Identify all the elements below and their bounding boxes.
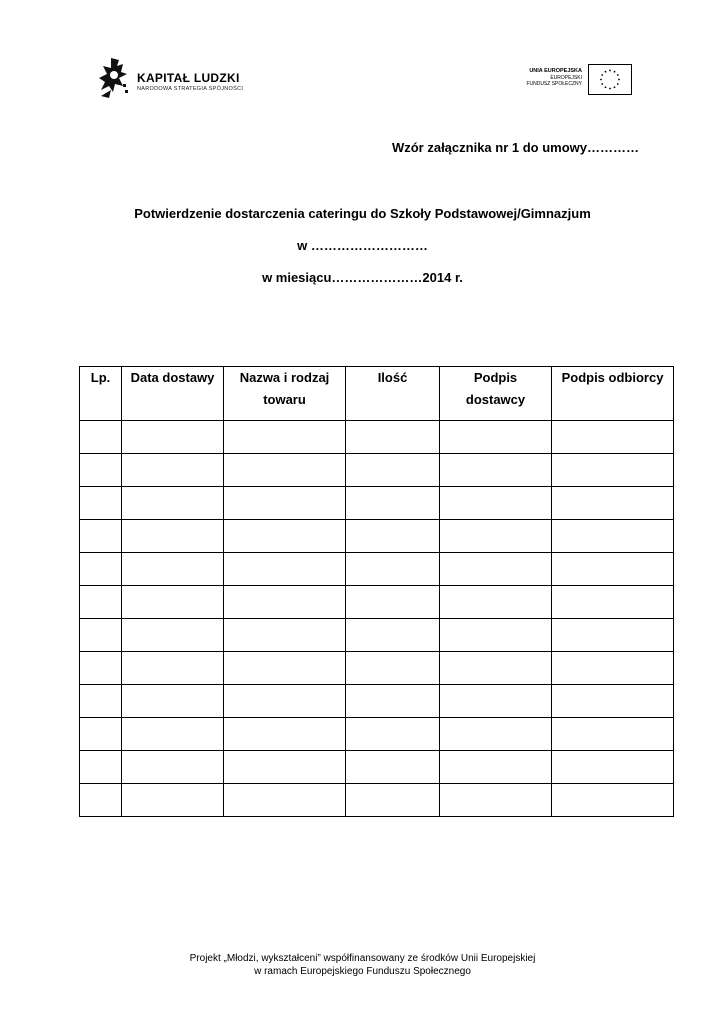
table-cell[interactable] — [552, 619, 674, 652]
header-lp: Lp. — [80, 367, 122, 421]
table-row — [80, 619, 674, 652]
table-cell[interactable] — [224, 586, 346, 619]
table-cell[interactable] — [224, 553, 346, 586]
table-cell[interactable] — [122, 751, 224, 784]
table-cell[interactable] — [80, 454, 122, 487]
table-cell[interactable] — [80, 487, 122, 520]
eu-star-icon — [601, 83, 603, 85]
eu-star-icon — [605, 86, 607, 88]
table-cell[interactable] — [80, 619, 122, 652]
table-cell[interactable] — [224, 652, 346, 685]
table-cell[interactable] — [122, 619, 224, 652]
table-cell[interactable] — [80, 652, 122, 685]
table-cell[interactable] — [122, 520, 224, 553]
header-quantity: Ilość — [346, 367, 440, 421]
eu-star-icon — [605, 71, 607, 73]
table-cell[interactable] — [552, 784, 674, 817]
table-cell[interactable] — [122, 454, 224, 487]
header-recipient-signature: Podpis odbiorcy — [552, 367, 674, 421]
table-cell[interactable] — [552, 586, 674, 619]
table-cell[interactable] — [122, 652, 224, 685]
table-row — [80, 652, 674, 685]
table-cell[interactable] — [440, 586, 552, 619]
table-cell[interactable] — [80, 784, 122, 817]
table-cell[interactable] — [552, 520, 674, 553]
table-cell[interactable] — [224, 784, 346, 817]
table-cell[interactable] — [552, 454, 674, 487]
eu-star-icon — [601, 74, 603, 76]
header-supplier-signature: Podpis dostawcy — [440, 367, 552, 421]
table-cell[interactable] — [552, 685, 674, 718]
table-row — [80, 751, 674, 784]
table-cell[interactable] — [80, 751, 122, 784]
table-cell[interactable] — [346, 454, 440, 487]
table-cell[interactable] — [122, 718, 224, 751]
eu-star-icon — [609, 70, 611, 72]
table-cell[interactable] — [122, 685, 224, 718]
header-goods-name: Nazwa i rodzaj towaru — [224, 367, 346, 421]
table-cell[interactable] — [552, 718, 674, 751]
footer — [0, 952, 725, 978]
table-cell[interactable] — [440, 652, 552, 685]
eu-star-icon — [614, 86, 616, 88]
table-row — [80, 454, 674, 487]
table-cell[interactable] — [552, 421, 674, 454]
eu-flag-icon — [588, 64, 632, 95]
table-cell[interactable] — [224, 751, 346, 784]
eu-logo-line3: FUNDUSZ SPOŁECZNY — [526, 81, 582, 87]
table-cell[interactable] — [440, 520, 552, 553]
table-row — [80, 718, 674, 751]
table-cell[interactable] — [122, 421, 224, 454]
table-cell[interactable] — [224, 619, 346, 652]
kapital-ludzki-subtitle: NARODOWA STRATEGIA SPÓJNOŚCI — [137, 86, 244, 92]
eu-star-icon — [617, 83, 619, 85]
table-cell[interactable] — [346, 487, 440, 520]
table-row — [80, 421, 674, 454]
table-cell[interactable] — [346, 421, 440, 454]
footer-line1: Projekt „Młodzi, wykształceni” współfinansowany ze środków Unii Europejskiej — [189, 953, 536, 964]
table-row — [80, 586, 674, 619]
month-line: w miesiącu…………………2014 r. — [262, 270, 463, 285]
eu-stars-icon — [589, 65, 631, 94]
table-cell[interactable] — [440, 421, 552, 454]
table-row — [80, 685, 674, 718]
table-cell[interactable] — [440, 784, 552, 817]
table-cell[interactable] — [552, 751, 674, 784]
table-cell[interactable] — [224, 454, 346, 487]
table-cell[interactable] — [440, 751, 552, 784]
eu-logo-line1: UNIA EUROPEJSKA — [529, 68, 582, 74]
attachment-label: Wzór załącznika nr 1 do umowy………… — [391, 140, 639, 155]
kapital-ludzki-emblem-icon — [97, 56, 133, 102]
eu-star-icon — [600, 79, 602, 81]
table-cell[interactable] — [346, 784, 440, 817]
table-cell[interactable] — [552, 652, 674, 685]
table-cell[interactable] — [440, 718, 552, 751]
kapital-ludzki-title: KAPITAŁ LUDZKI — [137, 71, 240, 85]
table-row — [80, 553, 674, 586]
table-cell[interactable] — [80, 586, 122, 619]
table-cell[interactable] — [122, 784, 224, 817]
kapital-ludzki-logo — [97, 56, 247, 102]
table-cell[interactable] — [346, 586, 440, 619]
table-cell[interactable] — [224, 718, 346, 751]
table-cell[interactable] — [346, 520, 440, 553]
table-cell[interactable] — [346, 718, 440, 751]
table-cell[interactable] — [346, 751, 440, 784]
table-cell[interactable] — [122, 586, 224, 619]
table-row — [80, 520, 674, 553]
school-location-line: w ……………………… — [297, 238, 428, 253]
table-cell[interactable] — [552, 487, 674, 520]
footer-line2: w ramach Europejskiego Funduszu Społecznego — [254, 966, 471, 977]
eu-star-icon — [609, 88, 611, 90]
eu-star-icon — [614, 71, 616, 73]
table-header-row — [80, 367, 674, 421]
delivery-table — [79, 366, 674, 817]
table-cell[interactable] — [122, 487, 224, 520]
eu-logo-line2: EUROPEJSKI — [550, 75, 582, 81]
table-cell[interactable] — [80, 421, 122, 454]
table-cell[interactable] — [440, 454, 552, 487]
table-cell[interactable] — [224, 520, 346, 553]
document-title: Potwierdzenie dostarczenia cateringu do Szkoły Podstawowej/Gimnazjum — [134, 206, 591, 221]
header-delivery-date: Data dostawy — [122, 367, 224, 421]
table-cell[interactable] — [440, 685, 552, 718]
table-cell[interactable] — [80, 553, 122, 586]
table-cell[interactable] — [224, 421, 346, 454]
table-cell[interactable] — [224, 487, 346, 520]
table-cell[interactable] — [346, 685, 440, 718]
table-cell[interactable] — [346, 652, 440, 685]
table-cell[interactable] — [80, 685, 122, 718]
table-row — [80, 487, 674, 520]
table-cell[interactable] — [346, 553, 440, 586]
table-cell[interactable] — [552, 553, 674, 586]
table-cell[interactable] — [346, 619, 440, 652]
eu-logo-text — [526, 68, 582, 87]
table-cell[interactable] — [440, 487, 552, 520]
table-cell[interactable] — [80, 718, 122, 751]
table-cell[interactable] — [224, 685, 346, 718]
table-cell[interactable] — [440, 619, 552, 652]
eu-star-icon — [617, 74, 619, 76]
table-cell[interactable] — [80, 520, 122, 553]
table-cell[interactable] — [440, 553, 552, 586]
table-cell[interactable] — [122, 553, 224, 586]
table-row — [80, 784, 674, 817]
eu-star-icon — [618, 79, 620, 81]
eu-logo — [520, 64, 632, 96]
